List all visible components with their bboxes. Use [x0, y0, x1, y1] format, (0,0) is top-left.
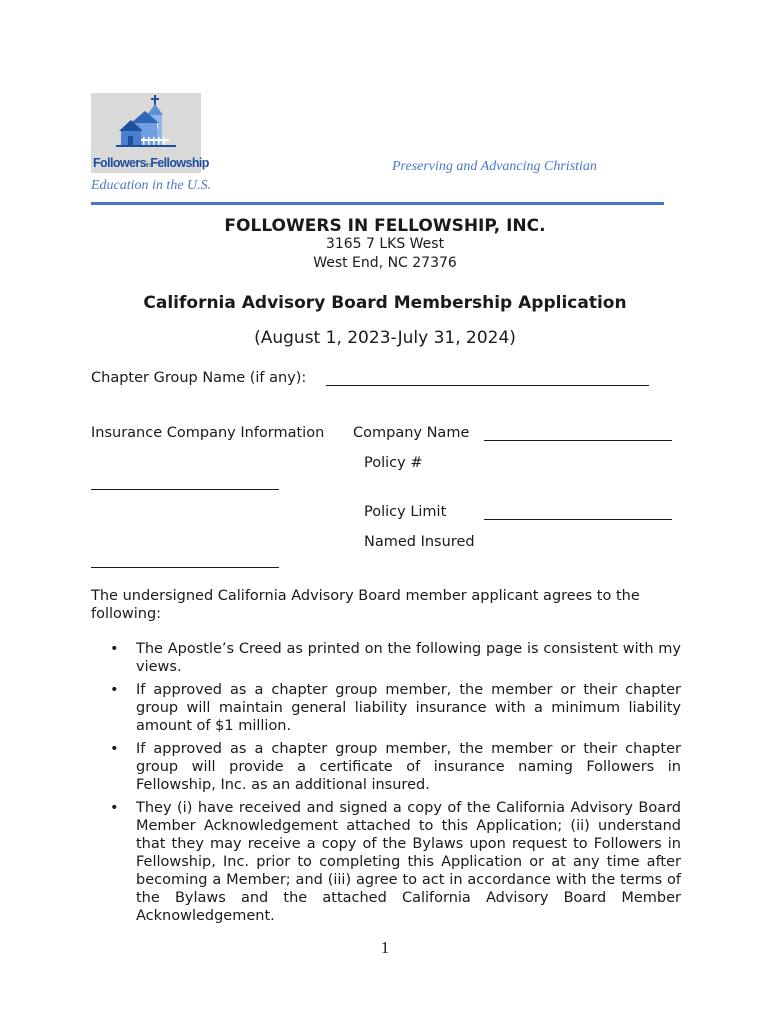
- named-insured-field[interactable]: [91, 567, 279, 568]
- agreement-item-text: If approved as a chapter group member, the member or their chapter group will maintain general liability insurance with a minimum liability amount of $1 million.: [136, 682, 681, 734]
- policy-limit-field[interactable]: [484, 519, 672, 520]
- agreement-item: [91, 799, 681, 925]
- bullet-marker: •: [110, 800, 119, 816]
- organization-name: FOLLOWERS IN FELLOWSHIP, INC.: [224, 216, 546, 236]
- application-title: California Advisory Board Membership Application: [143, 293, 627, 313]
- bullet-marker: •: [110, 682, 119, 698]
- tagline-line-1: Preserving and Advancing Christian: [392, 159, 597, 174]
- insurance-info-label: Insurance Company Information: [91, 425, 325, 441]
- bullet-marker: •: [110, 641, 119, 657]
- agreement-intro: The undersigned California Advisory Board member applicant agrees to the following:: [91, 588, 640, 622]
- agreement-item-text: If approved as a chapter group member, the member or their chapter group will provide a certificate of insurance naming Followers in Fellowship, Inc. as an additional insured.: [136, 741, 681, 793]
- company-name-label: Company Name: [353, 425, 470, 441]
- named-insured-label: Named Insured: [364, 534, 475, 550]
- logo-wordmark: [93, 156, 209, 170]
- page-number: 1: [380, 938, 390, 957]
- application-dates: (August 1, 2023-July 31, 2024): [254, 328, 516, 348]
- agreement-item: [91, 740, 681, 794]
- agreement-item: [91, 640, 681, 676]
- logo-word-2: Fellowship: [150, 156, 209, 170]
- organization-logo: [91, 93, 209, 173]
- agreement-item-text: The Apostle’s Creed as printed on the following page is consistent with my views.: [136, 641, 681, 675]
- chapter-group-field[interactable]: [326, 385, 649, 386]
- address-line-1: 3165 7 LKS West: [325, 236, 445, 252]
- header-divider: [91, 202, 664, 205]
- logo-word-in: in: [145, 162, 151, 169]
- agreement-list: [91, 640, 681, 930]
- chapter-group-label: Chapter Group Name (if any):: [91, 370, 307, 386]
- church-houses-icon: [91, 93, 201, 153]
- policy-limit-label: Policy Limit: [364, 504, 447, 520]
- bullet-marker: •: [110, 741, 119, 757]
- agreement-item-text: They (i) have received and signed a copy of the California Advisory Board Member Acknowledgement attached to this Application; (ii) understand that they may receive a copy of the Bylaws upon request to Followers in Fellowship, Inc. prior to completing this Application or at any time after becoming a Member; and (iii) agree to act in accordance with the terms of the Bylaws and the attached California Advisory Board Member Acknowledgement.: [136, 800, 681, 924]
- policy-number-field[interactable]: [91, 489, 279, 490]
- tagline-line-2: Education in the U.S.: [91, 178, 212, 193]
- company-name-field[interactable]: [484, 440, 672, 441]
- logo-word-1: Followers: [93, 156, 146, 170]
- policy-number-label: Policy #: [364, 455, 423, 471]
- agreement-item: [91, 681, 681, 735]
- address-line-2: West End, NC 27376: [313, 255, 457, 271]
